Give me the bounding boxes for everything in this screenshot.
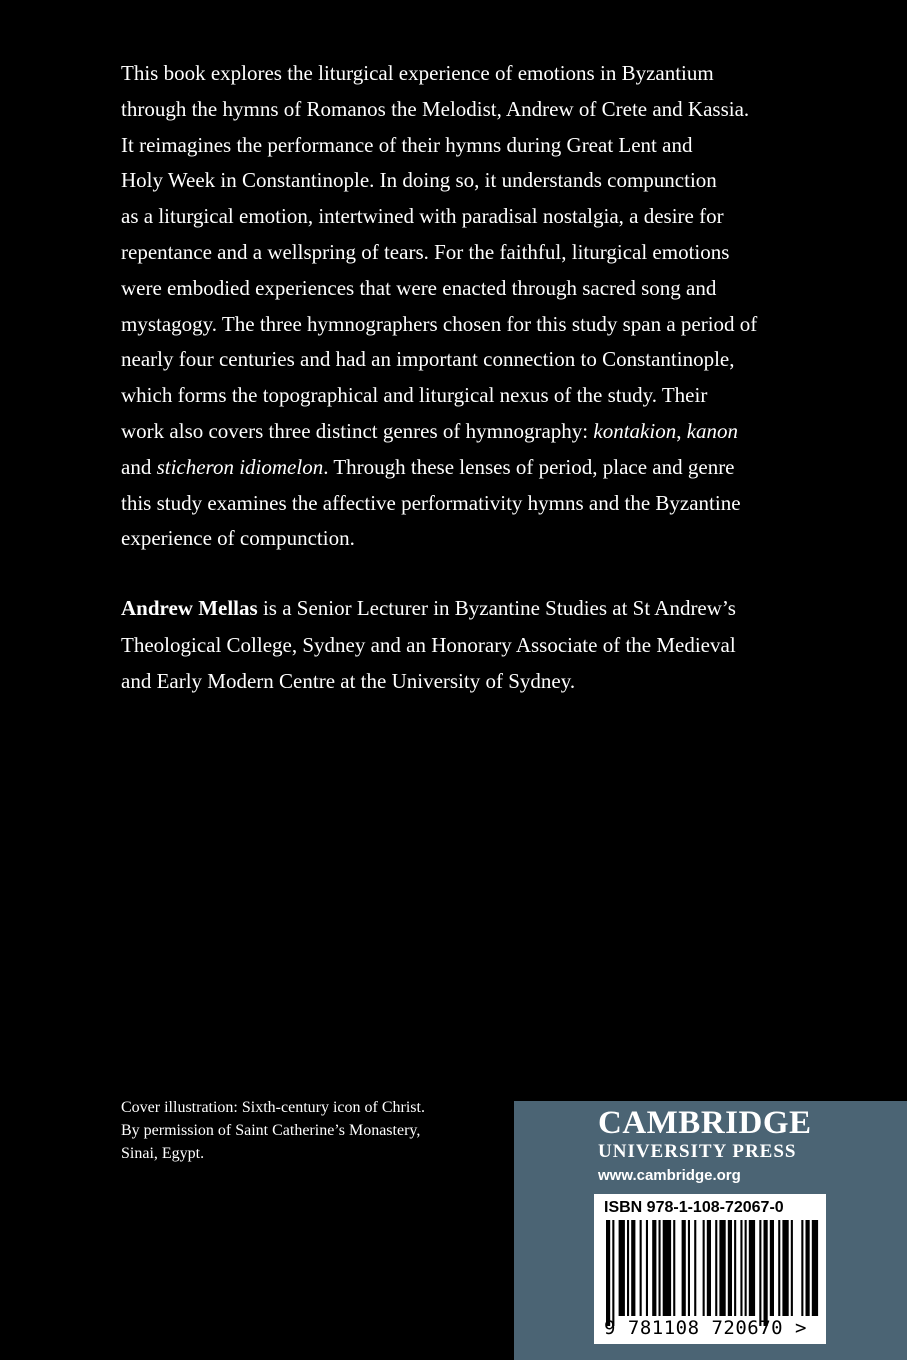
- barcode-bar: [806, 1220, 810, 1316]
- barcode-bar: [646, 1220, 648, 1316]
- barcode-bar: [759, 1220, 761, 1326]
- blurb-line: [121, 450, 821, 486]
- barcode-bar: [719, 1220, 725, 1316]
- author-bio-line: Theological College, Sydney and an Honorary Associate of the Medieval: [121, 632, 736, 657]
- barcode-bar: [606, 1220, 610, 1326]
- author-bio-text: is a Senior Lecturer in Byzantine Studies at St Andrew’s: [257, 596, 736, 620]
- barcode-bar: [640, 1220, 642, 1316]
- barcode-bar: [673, 1220, 675, 1316]
- blurb-line: repentance and a wellspring of tears. For the faithful, liturgical emotions: [121, 239, 730, 264]
- barcode-bar: [707, 1220, 711, 1316]
- barcode-bar: [663, 1220, 671, 1316]
- barcode-bar: [631, 1220, 635, 1316]
- blurb-text: ,: [676, 418, 687, 443]
- barcode-bar: [801, 1220, 803, 1316]
- blurb-line: through the hymns of Romanos the Melodist, Andrew of Crete and Kassia.: [121, 96, 750, 121]
- blurb-line: experience of compunction.: [121, 526, 355, 551]
- barcode-bar: [703, 1220, 705, 1316]
- barcode-bar: [612, 1220, 614, 1326]
- blurb-line: mystagogy. The three hymnographers chosen for this study span a period of: [121, 311, 758, 336]
- author-bio-line: [121, 590, 821, 627]
- barcode-bar: [770, 1220, 774, 1316]
- blurb-line: this study examines the affective performativity hymns and the Byzantine: [121, 490, 741, 515]
- credit-line: By permission of Saint Catherine’s Monastery,: [121, 1122, 421, 1139]
- barcode-bar: [682, 1220, 686, 1316]
- publisher-logo: CAMBRIDGE: [598, 1105, 812, 1141]
- blurb-line: It reimagines the performance of their hymns during Great Lent and: [121, 132, 693, 157]
- cover-illustration-credit: [121, 1096, 425, 1165]
- blurb-line: were embodied experiences that were enacted through sacred song and: [121, 275, 717, 300]
- book-blurb: [121, 56, 821, 557]
- blurb-line: nearly four centuries and had an important connection to Constantinople,: [121, 347, 735, 372]
- publisher-box: [514, 1101, 907, 1360]
- blurb-line: [121, 414, 821, 450]
- barcode-bar: [619, 1220, 625, 1316]
- blurb-line: This book explores the liturgical experience of emotions in Byzantium: [121, 61, 714, 85]
- barcode-bar: [740, 1220, 742, 1316]
- barcode-bar: [627, 1220, 629, 1316]
- blurb-line: Holy Week in Constantinople. In doing so, it understands compunction: [121, 168, 717, 193]
- barcode-bar: [782, 1220, 788, 1316]
- barcode-bar: [652, 1220, 656, 1316]
- genre-sticheron: sticheron idiomelon: [156, 454, 324, 479]
- publisher-url[interactable]: www.cambridge.org: [598, 1167, 741, 1184]
- barcode-bar: [764, 1220, 768, 1326]
- barcode-bar: [688, 1220, 690, 1316]
- credit-line: Cover illustration: Sixth-century icon of Christ.: [121, 1099, 425, 1116]
- blurb-text: work also covers three distinct genres of hymnography:: [121, 418, 594, 443]
- barcode-bar: [734, 1220, 736, 1316]
- author-bio-line: and Early Modern Centre at the University of Sydney.: [121, 669, 576, 693]
- blurb-line: which forms the topographical and liturgical nexus of the study. Their: [121, 383, 708, 408]
- author-name: Andrew Mellas: [121, 596, 258, 620]
- barcode-digits: 9 781108 720670 >: [604, 1317, 807, 1339]
- barcode-bar: [694, 1220, 696, 1316]
- isbn-label: ISBN 978-1-108-72067-0: [604, 1199, 784, 1216]
- barcode-bar: [812, 1220, 818, 1316]
- barcode-bar: [745, 1220, 747, 1316]
- blurb-text: and: [121, 454, 157, 479]
- blurb-line: as a liturgical emotion, intertwined with paradisal nostalgia, a desire for: [121, 204, 724, 229]
- author-bio: [121, 590, 821, 700]
- barcode-bar: [715, 1220, 717, 1316]
- barcode-bar: [659, 1220, 661, 1316]
- barcode-bar: [791, 1220, 793, 1316]
- blurb-text: . Through these lenses of period, place and genre: [323, 454, 735, 479]
- credit-line: Sinai, Egypt.: [121, 1145, 205, 1162]
- genre-kontakion: kontakion: [593, 418, 677, 443]
- genre-kanon: kanon: [686, 418, 739, 443]
- barcode-bar: [778, 1220, 780, 1316]
- isbn-barcode: [594, 1194, 826, 1344]
- barcode-bar: [749, 1220, 755, 1316]
- publisher-subtitle: UNIVERSITY PRESS: [598, 1141, 797, 1162]
- barcode-bar: [728, 1220, 732, 1316]
